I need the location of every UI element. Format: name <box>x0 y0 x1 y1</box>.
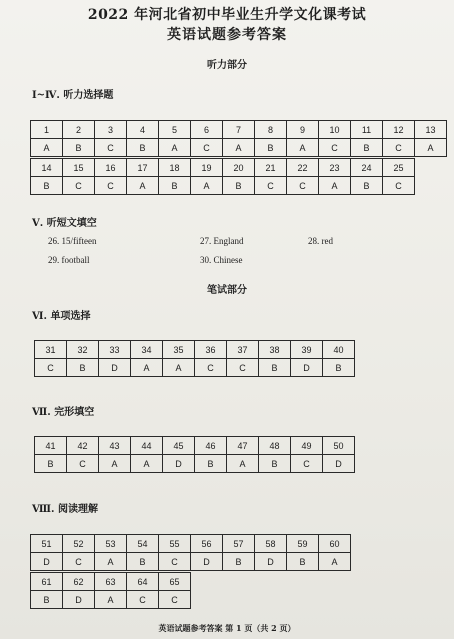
table-cell: 51 <box>31 535 63 553</box>
reading-table-row2 <box>30 572 191 609</box>
table-cell: 57 <box>223 535 255 553</box>
table-cell: 65 <box>159 573 191 591</box>
table-cell: B <box>195 455 227 473</box>
table-row-numbers <box>35 437 355 455</box>
table-cell: A <box>95 553 127 571</box>
table-cell: 23 <box>319 159 351 177</box>
table-cell: 5 <box>159 121 191 139</box>
table-cell: A <box>287 139 319 157</box>
cloze-table <box>34 436 355 473</box>
table-row-numbers <box>31 121 447 139</box>
table-cell: 34 <box>131 341 163 359</box>
table-cell: 46 <box>195 437 227 455</box>
table-cell: 19 <box>191 159 223 177</box>
table-cell: 18 <box>159 159 191 177</box>
table-cell: D <box>63 591 95 609</box>
table-cell: C <box>95 177 127 195</box>
table-cell: A <box>227 455 259 473</box>
answer-29: 29. football <box>48 255 90 265</box>
table-row-numbers <box>35 341 355 359</box>
table-cell: 59 <box>287 535 319 553</box>
table-row-answers <box>35 455 355 473</box>
table-cell: 60 <box>319 535 351 553</box>
table-cell: 2 <box>63 121 95 139</box>
table-cell: B <box>63 139 95 157</box>
table-cell: C <box>35 359 67 377</box>
listening-table-row1 <box>30 120 447 157</box>
table-row-numbers <box>31 159 415 177</box>
table-cell: B <box>259 455 291 473</box>
table-cell: 7 <box>223 121 255 139</box>
table-cell: B <box>287 553 319 571</box>
table-cell: 11 <box>351 121 383 139</box>
table-cell: 64 <box>127 573 159 591</box>
table-cell: 8 <box>255 121 287 139</box>
table-cell: 48 <box>259 437 291 455</box>
table-cell: B <box>223 177 255 195</box>
table-cell: C <box>63 177 95 195</box>
table-cell: C <box>287 177 319 195</box>
table-cell: 4 <box>127 121 159 139</box>
table-cell: 15 <box>63 159 95 177</box>
table-cell: D <box>163 455 195 473</box>
table-cell: 25 <box>383 159 415 177</box>
exam-title: 2022 年河北省初中毕业生升学文化课考试 <box>87 7 367 23</box>
table-cell: A <box>131 455 163 473</box>
table-cell: 49 <box>291 437 323 455</box>
table-cell: A <box>127 177 159 195</box>
table-cell: 47 <box>227 437 259 455</box>
table-cell: B <box>351 177 383 195</box>
section-6-heading: Ⅵ. 单项选择 <box>32 311 91 322</box>
answer-27: 27. England <box>200 236 244 246</box>
table-cell: 56 <box>191 535 223 553</box>
table-cell: 21 <box>255 159 287 177</box>
table-cell: D <box>323 455 355 473</box>
table-cell: B <box>31 177 63 195</box>
section-7-heading: Ⅶ. 完形填空 <box>32 407 95 418</box>
table-cell: 9 <box>287 121 319 139</box>
table-cell: 58 <box>255 535 287 553</box>
table-cell: A <box>319 177 351 195</box>
table-cell: A <box>223 139 255 157</box>
table-cell: C <box>255 177 287 195</box>
table-cell: A <box>131 359 163 377</box>
table-cell: A <box>99 455 131 473</box>
table-cell: B <box>255 139 287 157</box>
part-listening-heading: 听力部分 <box>207 60 247 71</box>
table-cell: 35 <box>163 341 195 359</box>
section-8-heading: Ⅷ. 阅读理解 <box>32 504 98 515</box>
table-cell: 17 <box>127 159 159 177</box>
table-cell: C <box>63 553 95 571</box>
table-row-answers <box>31 139 447 157</box>
table-row-numbers <box>31 573 191 591</box>
table-cell: 42 <box>67 437 99 455</box>
table-cell: B <box>127 139 159 157</box>
table-cell: 45 <box>163 437 195 455</box>
answer-30: 30. Chinese <box>200 255 243 265</box>
table-cell: C <box>159 553 191 571</box>
table-cell: 1 <box>31 121 63 139</box>
table-row-answers <box>35 359 355 377</box>
table-row-numbers <box>31 535 351 553</box>
table-cell: 39 <box>291 341 323 359</box>
table-cell: 12 <box>383 121 415 139</box>
table-cell: D <box>99 359 131 377</box>
table-cell: 3 <box>95 121 127 139</box>
table-cell: C <box>319 139 351 157</box>
table-cell: C <box>159 591 191 609</box>
table-cell: 44 <box>131 437 163 455</box>
table-cell: 53 <box>95 535 127 553</box>
table-cell: 14 <box>31 159 63 177</box>
page-footer: 英语试题参考答案 第 1 页（共 2 页） <box>158 623 296 633</box>
exam-subtitle: 英语试题参考答案 <box>167 27 287 43</box>
answer-28: 28. red <box>308 236 333 246</box>
table-cell: 24 <box>351 159 383 177</box>
table-cell: A <box>95 591 127 609</box>
table-cell: 20 <box>223 159 255 177</box>
table-cell: 43 <box>99 437 131 455</box>
table-cell: A <box>319 553 351 571</box>
table-cell: 62 <box>63 573 95 591</box>
table-cell: D <box>191 553 223 571</box>
table-cell: 33 <box>99 341 131 359</box>
table-cell: 16 <box>95 159 127 177</box>
table-cell: A <box>163 359 195 377</box>
table-cell: B <box>323 359 355 377</box>
table-cell: 36 <box>195 341 227 359</box>
table-cell: C <box>191 139 223 157</box>
table-cell: 61 <box>31 573 63 591</box>
table-cell: B <box>67 359 99 377</box>
table-cell: 55 <box>159 535 191 553</box>
table-cell: 13 <box>415 121 447 139</box>
part-written-heading: 笔试部分 <box>207 285 247 296</box>
table-cell: 37 <box>227 341 259 359</box>
answer-26: 26. 15/fifteen <box>48 236 97 246</box>
table-cell: 41 <box>35 437 67 455</box>
table-cell: 31 <box>35 341 67 359</box>
table-cell: A <box>159 139 191 157</box>
table-cell: D <box>255 553 287 571</box>
table-cell: B <box>223 553 255 571</box>
table-cell: 38 <box>259 341 291 359</box>
table-cell: D <box>31 553 63 571</box>
table-row-answers <box>31 591 191 609</box>
table-cell: B <box>351 139 383 157</box>
table-cell: A <box>31 139 63 157</box>
table-cell: 22 <box>287 159 319 177</box>
table-cell: B <box>259 359 291 377</box>
table-row-answers <box>31 177 415 195</box>
table-cell: 40 <box>323 341 355 359</box>
section-1-4-heading: Ⅰ~Ⅳ. 听力选择题 <box>32 90 114 101</box>
table-cell: B <box>35 455 67 473</box>
table-cell: 32 <box>67 341 99 359</box>
table-row-answers <box>31 553 351 571</box>
listening-table-row2 <box>30 158 415 195</box>
table-cell: B <box>127 553 159 571</box>
table-cell: B <box>31 591 63 609</box>
table-cell: B <box>159 177 191 195</box>
table-cell: D <box>291 359 323 377</box>
table-cell: 6 <box>191 121 223 139</box>
table-cell: C <box>227 359 259 377</box>
table-cell: A <box>415 139 447 157</box>
table-cell: 10 <box>319 121 351 139</box>
table-cell: C <box>195 359 227 377</box>
table-cell: A <box>191 177 223 195</box>
table-cell: C <box>383 177 415 195</box>
table-cell: C <box>291 455 323 473</box>
section-5-heading: Ⅴ. 听短文填空 <box>32 218 97 229</box>
table-cell: C <box>127 591 159 609</box>
table-cell: C <box>67 455 99 473</box>
table-cell: 50 <box>323 437 355 455</box>
single-choice-table <box>34 340 355 377</box>
table-cell: C <box>95 139 127 157</box>
table-cell: C <box>383 139 415 157</box>
reading-table-row1 <box>30 534 351 571</box>
table-cell: 63 <box>95 573 127 591</box>
table-cell: 52 <box>63 535 95 553</box>
table-cell: 54 <box>127 535 159 553</box>
